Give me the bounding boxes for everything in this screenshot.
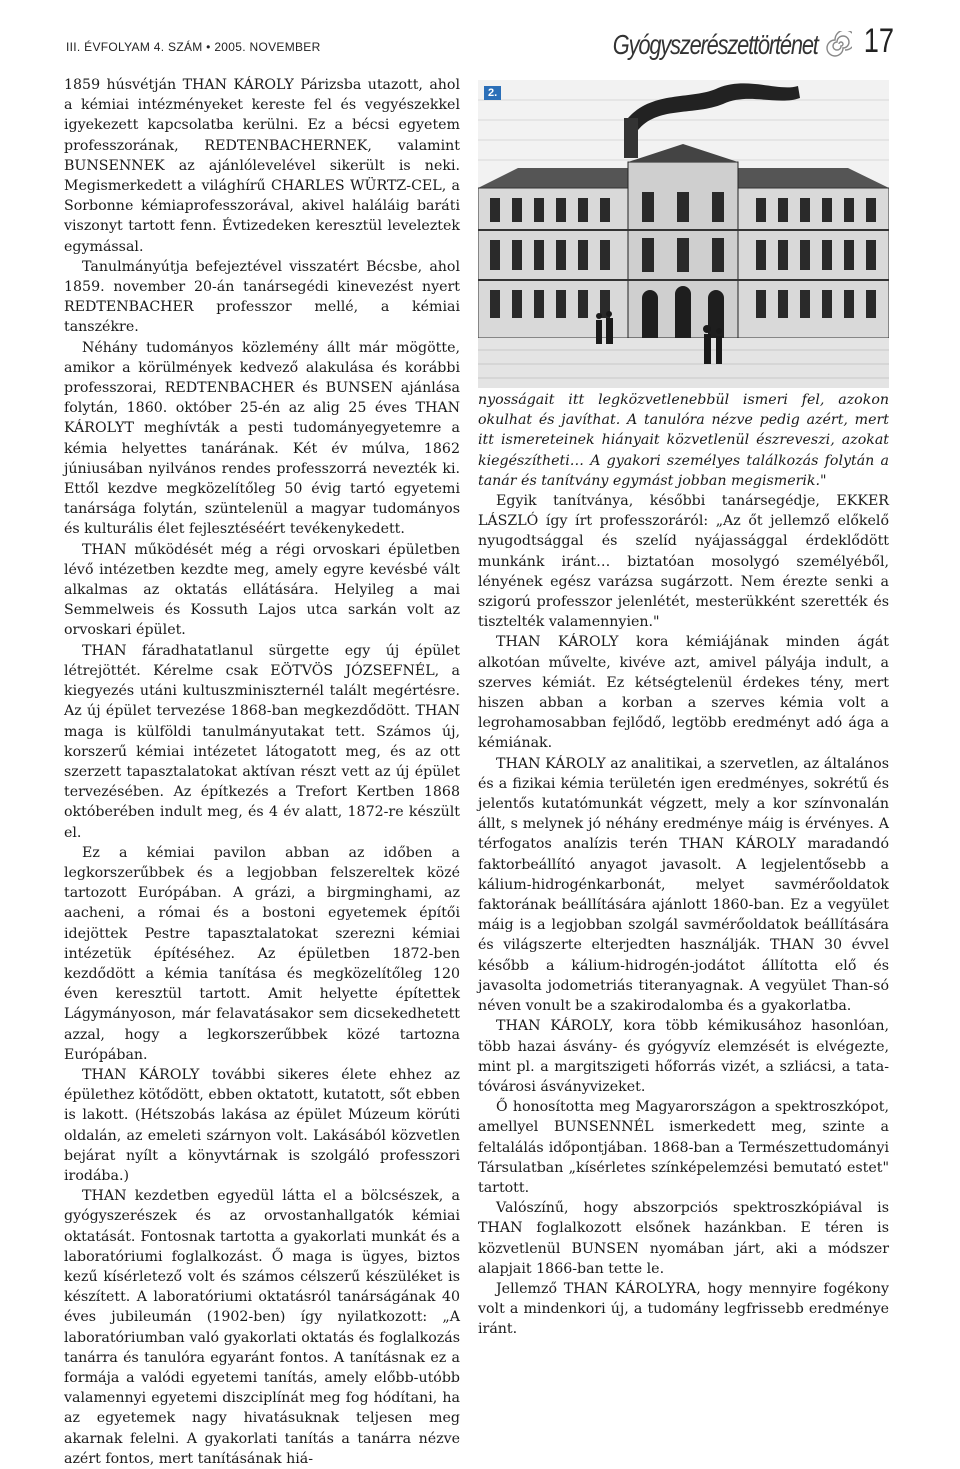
paragraph: THAN fáradhatatlanul sürgette egy új épület létrejöttét. Kérelme csak EÖTVÖS JÓZSEFNÉL, a kiegyezés utáni kultuszminiszternél talált megértésre. Az új épület tervezése 1868-ban megkezdődött. THAN maga is külföldi tanulmányutakat tett. Számos új, korszerű kémiai intézetet látogatott meg, és az ott szerzett tapasztalatokat aktívan részt vett az új épület tervezésében. Az építkezés a Trefort Kertben 1868 októberében indult meg, és 4 év alatt, 1872-re készült el. xyxy=(64,642,460,841)
issue-header: III. ÉVFOLYAM 4. SZÁM • 2005. NOVEMBER xyxy=(66,40,321,54)
paragraph: nyosságait itt legközvetlenebbül ismeri fel, azokon okulhat és javíthat. A tanulóra nézve pedig azért, mert itt ismereteinek hiányait közvetlenül észreveszi, azokat kiegészítheti… A gyakori személyes találkozás folytán a tanár és tanítvány egymást jobban megismerik." xyxy=(478,392,889,489)
paragraph: Jellemző THAN KÁROLYRA, hogy mennyire fogékony volt a mindenkori új, a tudomány legfrissebb eredménye iránt. xyxy=(478,1280,889,1338)
figure-label: 2. xyxy=(484,86,501,100)
page-number: 17 xyxy=(863,22,895,60)
paragraph: THAN KÁROLY, kora több kémikusához hasonlóan, több hazai ásvány- és gyógyvíz elemzését is elvégezte, mint pl. a margitszigeti hőforrás vizét, a szliácsi, a tata-tóvárosi ásványvizeket. xyxy=(478,1018,889,1095)
paragraph: Egyik tanítványa, későbbi tanársegédje, EKKER LÁSZLÓ így írt professzoráról: „Az őt jellemző előkelő nyugodtsággal és szelíd nyájassággal érdeklődött munkánk iránt… biztatóan mosolygó személyéből, lényének egész varázsa sugárzott. Nem érezte senki a szigorú professzor jelenlétét, mesterükként szerették és tisztelték valamennyien." xyxy=(478,493,889,631)
paragraph: THAN KÁROLY az analitikai, a szervetlen, az általános és a fizikai kémia területén igen eredményes, sokrétű és jelentős kutatómunkát végzett, mely a kor színvonalán állt, s melynek jó néhány eredménye máig is érvényes. A térfogatos analízis terén THAN KÁROLY maradandó faktorbeállító anyagot javasolt. A legjelentősebb a kálium-hidrogénkarbonát, melyet savmérőoldatok faktorának beállítására ajánlott 1860-ban. Ez a vegyület máig is a legjobban szolgál savmérőoldatok beállítására és világszerte elterjedten használják. THAN 30 évvel később a kálium-hidrogén-jodátot állította elő és javasolta jodometriás titeranyagnak. A vegyület Than-só néven vonult be a szakirodalomba és a gyakorlatba. xyxy=(478,755,889,1015)
paragraph: THAN KÁROLY kora kémiájának minden ágát alkotóan művelte, kivéve azt, amivel pályája indult, a szerves kémiát. Ez kétségtelenül érdekes tény, mert hiszen abban a korban a szerves kémia volt a legrohamosabban fejlődő, legtöbb eredményt adó ága a kémiának. xyxy=(478,634,889,752)
paragraph: Valószínű, hogy abszorpciós spektroszkópiával is THAN foglalkozott elsőnek hazánkban. E téren is közvetlenül BUNSEN nyomában járt, aki a módszer alapjait 1866-ban tette le. xyxy=(478,1200,889,1277)
paragraph: Tanulmányútja befejeztével visszatért Bécsbe, ahol 1859. november 20-án tanársegédi kinevezést nyert REDTENBACHER professzor mellé, a kémiai tanszékre. xyxy=(64,258,460,336)
section-title: Gyógyszerészettörténet xyxy=(613,29,819,60)
paragraph: Ő honosította meg Magyarországon a spektroszkópot, amellyel BUNSENNÉL ismerkedett meg, szinte a feltalálás időpontjában. 1868-ban a Természettudományi Társulatban „kísérletes színképelemzési bemutató estet" tartott. xyxy=(478,1099,889,1196)
paragraph: Néhány tudományos közlemény állt már mögötte, amikor a körülmények kedvező alakulása és korábbi professzorai, REDTENBACHER és BUNSEN ajánlása folytán, 1860. október 25-én az alig 25 éves THAN KÁROLYT meghívták a pesti tudományegyetemre a kémia helyettes tanárának. Két év múlva, 1862 júniusában nyilvános rendes professzorrá nevezték ki. Ettől kezdve megközelítőleg 50 évig tartó egyetemi tanársága folytán, szüntelenül a magyar tudományos és kulturális élet fejlesztéséért tevékenykedett. xyxy=(64,339,460,538)
section-header xyxy=(555,22,898,61)
building-engraving xyxy=(478,80,889,388)
paragraph: 1859 húsvétján THAN KÁROLY Párizsba utazott, ahol a kémiai intézményeket kereste fel és vegyészekkel igyekezett kapcsolatba kerülni. Ez a bécsi egyetem professzorának, REDTENBACHERNEK, valamint BUNSENNEK az ajánlólevelével sikerült is neki. Megismerkedett a világhírű CHARLES WÜRTZ-CEL, a Sorbonne kémiaprofesszorával, akivel haláláig baráti viszonyt tartott fenn. Évtizedeken keresztül leveleztek egymással. xyxy=(64,77,460,255)
right-column xyxy=(478,390,889,1340)
spiral-icon xyxy=(826,31,852,57)
left-column xyxy=(64,75,460,1469)
paragraph: THAN kezdetben egyedül látta el a bölcsészek, a gyógyszerészek és az orvostanhallgatók kémiai oktatását. Fontosnak tartotta a gyakorlati munkát és a laboratóriumi foglalkozást. Ő maga is ügyes, biztos kezű kísérletező volt és számos célszerű készüléket is készített. A laboratóriumi oktatásról tanárságának 40 éves jubileumán (1902-ben) így nyilatkozott: „A laboratóriumban való gyakorlati oktatás és foglalkozás tanárra és tanulóra egyaránt fontos. A tanításnak ez a formája a valódi egyetemi tanítás, amely előbb-utóbb valamennyi egyetemi diszciplínát meg fog hódítani, ha az egyetemek nagy hivatásuknak teljesen meg akarnak felelni. A gyakorlati tanítás a tanárra nézve azért fontos, mert tanításának hiá- xyxy=(64,1188,460,1467)
paragraph: THAN KÁROLY további sikeres élete ehhez az épülethez kötődött, ebben oktatott, kutatott, sőt ebben is lakott. (Hétszobás lakása az épület Múzeum körúti oldalán, az emeleti szárnyon volt. Lakásából közvetlen bejárat nyílt a könyvtárnak is szolgáló professzori irodába.) xyxy=(64,1066,460,1184)
paragraph: THAN működését még a régi orvoskari épületben lévő intézetben kezdte meg, amely egyre kevésbé vált alkalmas az oktatás ellátására. Helyileg a mai Semmelweis és Kossuth Lajos utca sarkán volt az orvoskari épület. xyxy=(64,541,460,639)
paragraph: Ez a kémiai pavilon abban az időben a legkorszerűbbek és a legjobban felszereltek közé tartozott Európában. A grázi, a birgminghami, az aacheni, a római és a bostoni egyetemek építői idejöttek Pestre tapasztalatokat szerezni kémiai intézetük építéséhez. Az épületben 1872-ben kezdődött a kémia tanítása és megközelítőleg 120 éven keresztül tartott. Amit helyette építettek Lágymányoson, már felavatásakor sem dicsekedhetett azzal, hogy a legkorszerűbbek közé tartozna Európában. xyxy=(64,844,460,1063)
